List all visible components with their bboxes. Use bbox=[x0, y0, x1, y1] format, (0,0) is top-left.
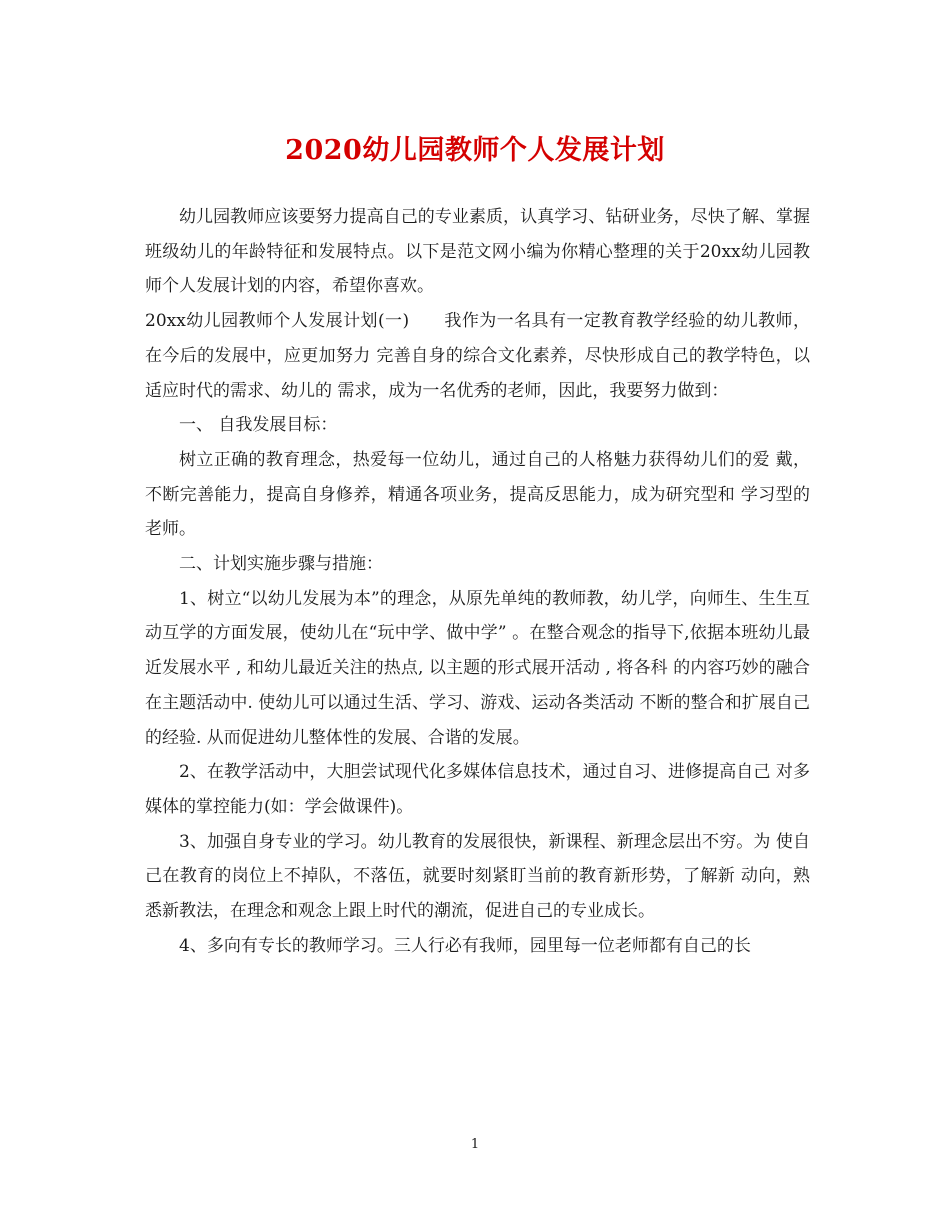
step-4-paragraph: 4、多向有专长的教师学习。三人行必有我师，园里每一位老师都有自己的长 bbox=[179, 935, 751, 956]
step-3-paragraph: 3、加强自身专业的学习。幼儿教育的发展很快，新课程、新理念层出不穷。为 使自己在教育的岗位上不掉队，不落伍，就要时刻紧盯当前的教育新形势，了解新 动向，熟悉新教法，在理念和观念上跟上时代的潮流，促进自己的专业成长。 bbox=[145, 831, 810, 922]
page-number: 1 bbox=[470, 1137, 480, 1152]
plan-one-paragraph: 20xx幼儿园教师个人发展计划(一) 我作为一名具有一定教育教学经验的幼儿教师，在今后的发展中，应更加努力 完善自身的综合文化素养，尽快形成自己的教学特色，以适应时代的需求、幼儿的 需求，成为一名优秀的老师，因此，我要努力做到： bbox=[145, 311, 810, 401]
section-heading-goals: 一、 自我发展目标： bbox=[179, 415, 338, 436]
document-title: 2020幼儿园教师个人发展计划 bbox=[285, 135, 665, 166]
goals-paragraph: 树立正确的教育理念，热爱每一位幼儿，通过自己的人格魅力获得幼儿们的爱 戴，不断完善能力，提高自身修养，精通各项业务，提高反思能力，成为研究型和 学习型的老师。 bbox=[145, 449, 810, 540]
step-1-paragraph: 1、树立“以幼儿发展为本”的理念，从原先单纯的教师教，幼儿学，向师生、生生互动互学的方面发展，使幼儿在“玩中学、做中学” 。在整合观念的指导下,依据本班幼儿最近发展水平 , 和幼儿最近关注的热点, 以主题的形式展开活动 , 将各科 的内容巧妙的融合在主题活动中. 使幼儿可以通过生活、学习、游戏、运动各类活动 不断的整合和扩展自己的经验. 从而促进幼儿整体性的发展、合谐的发展。 bbox=[145, 588, 810, 748]
intro-paragraph: 幼儿园教师应该要努力提高自己的专业素质，认真学习、钻研业务，尽快了解、掌握班级幼儿的年龄特征和发展特点。以下是范文网小编为你精心整理的关于20xx幼儿园教师个人发展计划的内容，希望你喜欢。 bbox=[145, 207, 810, 297]
section-heading-steps: 二、计划实施步骤与措施： bbox=[179, 554, 383, 575]
document-body bbox=[145, 200, 810, 963]
step-2-paragraph: 2、在教学活动中，大胆尝试现代化多媒体信息技术，通过自习、进修提高自己 对多媒体的掌控能力(如：学会做课件)。 bbox=[145, 762, 810, 817]
